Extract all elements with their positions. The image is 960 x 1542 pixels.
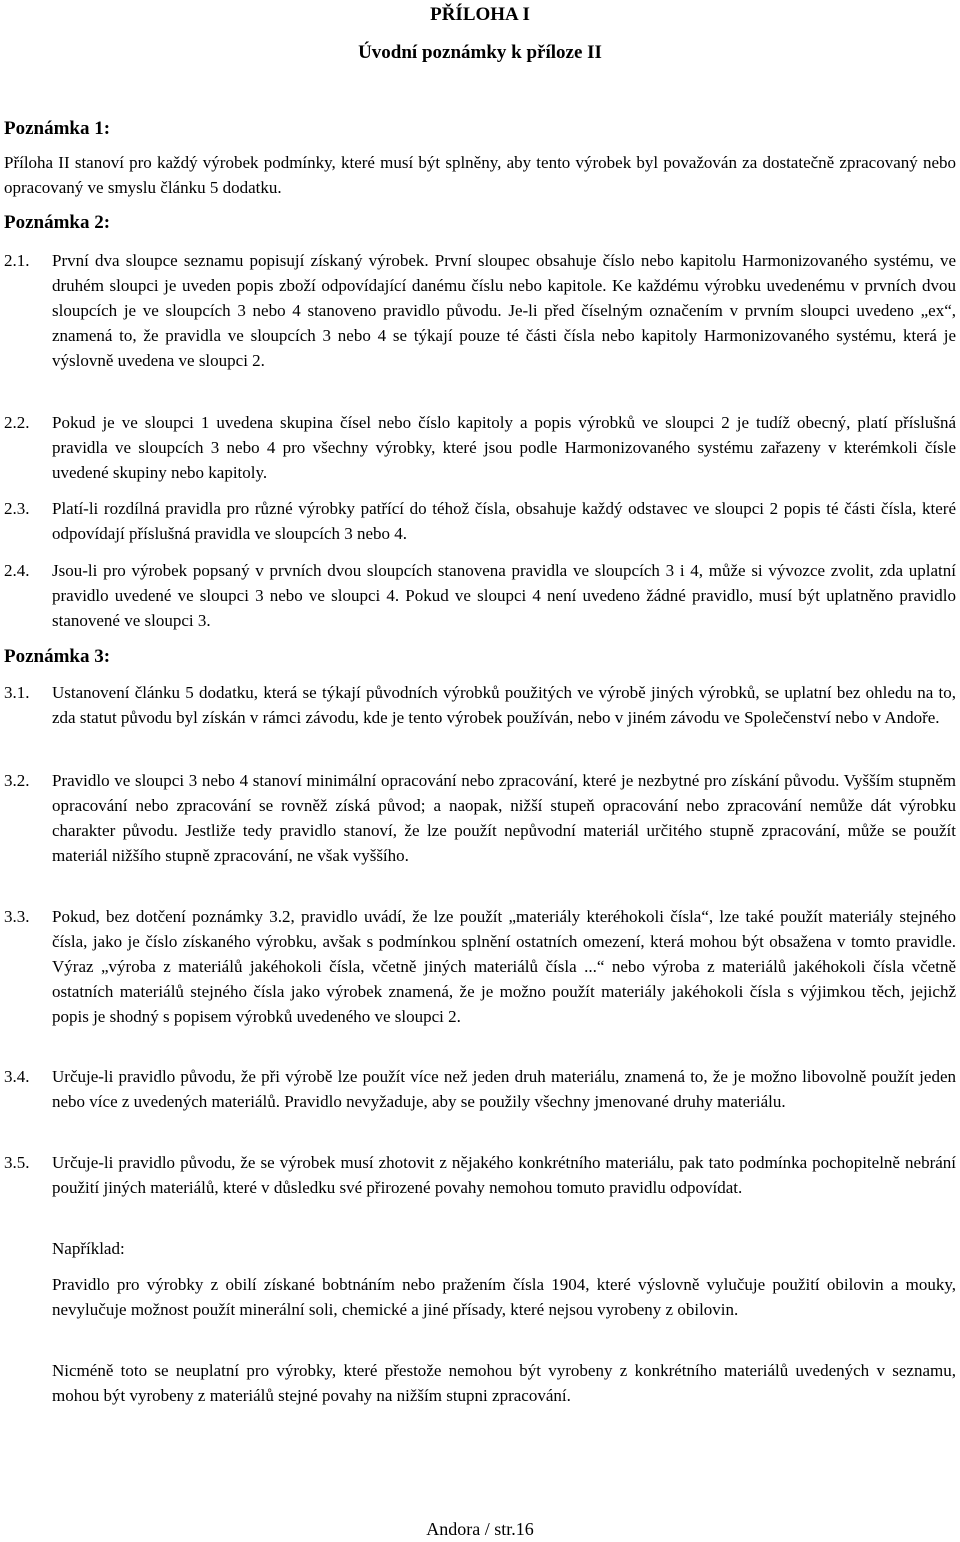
example-label: Například: [52,1239,125,1258]
item-number: 3.5. [4,1153,30,1172]
item-number: 3.2. [4,771,30,790]
item-number: 2.2. [4,413,30,432]
page-subtitle: Úvodní poznámky k příloze II [358,42,602,63]
item-text: Určuje-li pravidlo původu, že při výrobě lze použít více než jeden druh materiálu, znamená to, že je možno libovolně použít jeden nebo více z uvedených materiálů. Pravidlo nevyžaduje, aby se použily všechny jmenované druhy materiálu. [52,1067,956,1111]
note3-heading: Poznámka 3: [4,646,111,667]
item-text: Určuje-li pravidlo původu, že se výrobek musí zhotovit z nějakého konkrétního materiálu, pak tato podmínka pochopitelně nebrání použití jiných materiálů, které v důsledku své přirozené povahy nemohou tomuto pravidlu odpovídat. [52,1153,956,1197]
page-title: PŘÍLOHA I [430,4,530,25]
item-text: Platí-li rozdílná pravidla pro různé výrobky patřící do téhož čísla, obsahuje každý odstavec ve sloupci 2 popis té části čísla, které odpovídají příslušná pravidla ve sloupcích 3 nebo 4. [52,499,956,543]
item-number: 3.1. [4,683,30,702]
item-text: Ustanovení článku 5 dodatku, která se týkají původních výrobků použitých ve výrobě jiných výrobků, se uplatní bez ohledu na to, zda statut původu byl získán v rámci závodu, kde je tento výrobek používán, nebo v jiném závodu ve Společenství nebo v Andoře. [52,683,956,727]
example-text: Pravidlo pro výrobky z obilí získané bobtnáním nebo pražením čísla 1904, které výslovně vylučuje použití obilovin a mouky, nevylučuje možnost použít minerální soli, chemické a jiné přísady, které nejsou vyrobeny z obilovin. [52,1275,956,1319]
item-text: Pokud je ve sloupci 1 uvedena skupina čísel nebo číslo kapitoly a popis výrobků ve sloupci 2 je tudíž obecný, platí příslušná pravidla ve sloupcích 3 nebo 4 pro všechny výrobky, které jsou podle Harmonizovaného systému zařazeny v kterémkoli čísle uvedené skupiny nebo kapitoly. [52,413,956,482]
item-number: 2.3. [4,499,30,518]
closing-text: Nicméně toto se neuplatní pro výrobky, které přestože nemohou být vyrobeny z konkrétního materiálů uvedených v seznamu, mohou být vyrobeny z materiálů stejné povahy na nižším stupni zpracování. [52,1361,956,1405]
item-text: Jsou-li pro výrobek popsaný v prvních dvou sloupcích stanovena pravidla ve sloupcích 3 i 4, může si vývozce zvolit, zda uplatní pravidlo uvedené ve sloupci 3 nebo ve sloupci 4. Pokud ve sloupci 4 není uvedeno žádné pravidlo, musí být uplatněno pravidlo stanovené ve sloupci 3. [52,561,956,630]
item-text: Pravidlo ve sloupci 3 nebo 4 stanoví minimální opracování nebo zpracování, které je nezbytné pro získání původu. Vyšším stupněm opracování nebo zpracování se rovněž získá původ; a naopak, nižší stupeň opracování nebo zpracování nemůže dát výrobku charakter původu. Jestliže tedy pravidlo stanoví, že lze použít nepůvodní materiál určitého stupně zpracování, může se použít materiál nižšího stupně zpracování, ne však vyššího. [52,771,956,865]
item-number: 2.4. [4,561,30,580]
item-number: 3.3. [4,907,30,926]
item-text: Pokud, bez dotčení poznámky 3.2, pravidlo uvádí, že lze použít „materiály kteréhokoli čísla“, lze také použít materiály stejného čísla, jako je číslo získaného výrobku, avšak s podmínkou splnění ostatních omezení, která mohou být obsažena v tomto pravidle. Výraz „výroba z materiálů jakéhokoli čísla, včetně jiných materiálů čísla ...“ nebo výroba z materiálů jakéhokoli čísla včetně ostatních materiálů stejného čísla jako výrobek znamená, že je možno použít materiály jakéhokoli čísla s výjimkou těch, jejichž popis je shodný s popisem výrobků uvedeného ve sloupci 2. [52,907,956,1026]
page-footer: Andora / str.16 [426,1519,534,1539]
note1-heading: Poznámka 1: [4,118,111,139]
item-text: První dva sloupce seznamu popisují získaný výrobek. První sloupec obsahuje číslo nebo kapitolu Harmonizovaného systému, ve druhém sloupci je uveden popis zboží odpovídající danému číslu nebo kapitole. Ke každému výrobku uvedenému v prvních dvou sloupcích je ve sloupcích 3 nebo 4 stanoveno pravidlo původu. Je-li před číselným označením v prvním sloupci uvedeno „ex“, znamená to, že pravidla ve sloupcích 3 nebo 4 se týkají pouze té části čísla nebo kapitoly Harmonizovaného systému, která je výslovně uvedena ve sloupci 2. [52,251,956,370]
item-number: 2.1. [4,251,30,270]
item-number: 3.4. [4,1067,30,1086]
note2-heading: Poznámka 2: [4,212,111,233]
note1-text: Příloha II stanoví pro každý výrobek podmínky, které musí být splněny, aby tento výrobek byl považován za dostatečně zpracovaný nebo opracovaný ve smyslu článku 5 dodatku. [4,153,956,197]
